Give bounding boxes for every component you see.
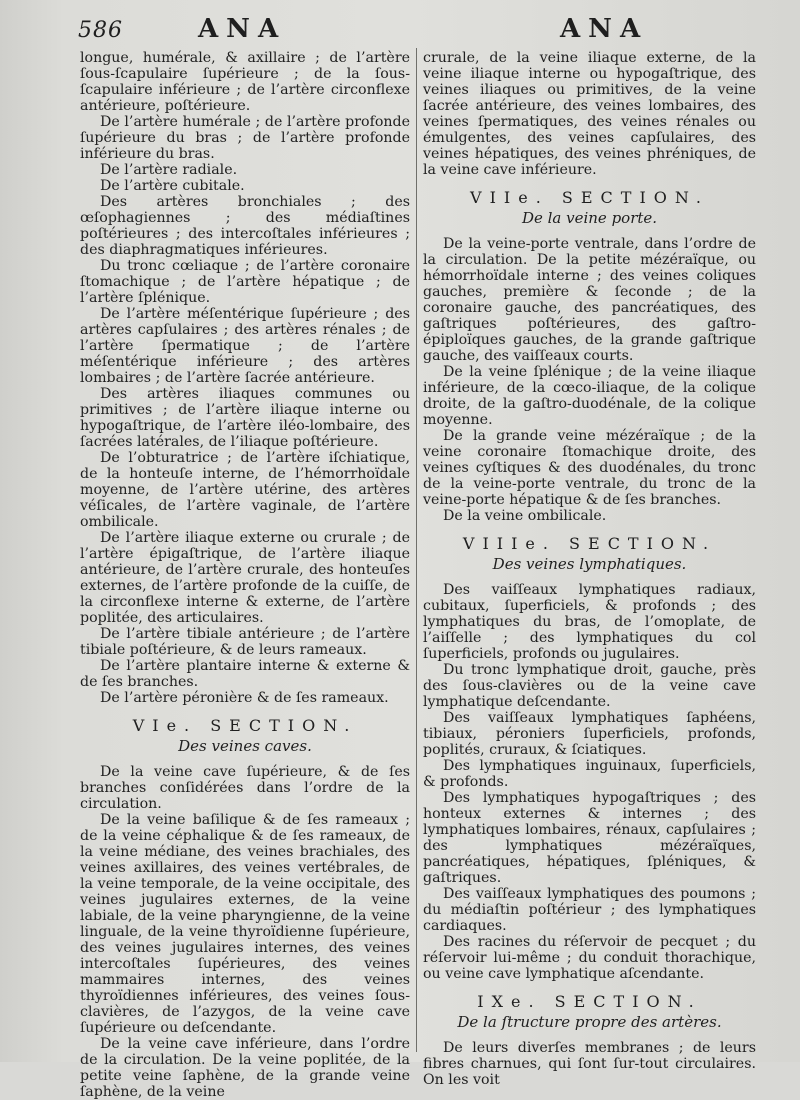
paragraph: De la veine cave inférieure, dans l’ordre de la circulation. De la veine poplitée, de la petite veine ſaphène, de la grande veine ſaphène, de la veine — [80, 1036, 410, 1100]
right-column — [423, 50, 756, 1088]
paragraph: Des lymphatiques inguinaux, ſuperficiels, & profonds. — [423, 758, 756, 790]
section-subtitle-7: De la veine porte. — [521, 209, 658, 227]
paragraph: Des artères iliaques communes ou primitives ; de l’artère iliaque interne ou hypogaſtrique, de l’artère iléo-lombaire, des ſacrées latérales, de l’iliaque poſtérieure. — [80, 386, 410, 450]
paragraph: De l’artère tibiale antérieure ; de l’artère tibiale poſtérieure, & de leurs rameaux. — [80, 626, 410, 658]
paragraph: Des vaiſſeaux lymphatiques radiaux, cubitaux, ſuperficiels, & profonds ; des lymphatiques du bras, de l’omoplate, de l’aiſſelle ; des lymphatiques du col ſuperficiels, profonds ou jugulaires. — [423, 582, 756, 662]
paragraph: Des racines du réſervoir de pecquet ; du réſervoir lui-même ; du conduit thorachique, ou veine cave lymphatique aſcendante. — [423, 934, 756, 982]
paragraph: Du tronc lymphatique droit, gauche, près des ſous-clavières ou de la veine cave lymphatique deſcendante. — [423, 662, 756, 710]
paragraph: De la veine-porte ventrale, dans l’ordre de la circulation. De la petite mézéraïque, ou hémorrhoïdale interne ; des veines coliques gauches, première & ſeconde ; de la coronaire gauche, des pancréatiques, des gaſtriques poſtérieures, des gaſtro-épiploïques gauches, de la grande gaſtrique gauche, des vaiſſeaux courts. — [423, 236, 756, 364]
section-heading-8: VIIIe. SECTION. — [462, 534, 717, 553]
section-heading-6: VIe. SECTION. — [132, 716, 358, 735]
paragraph: De la veine baſilique & de ſes rameaux ; de la veine céphalique & de ſes rameaux, de la veine médiane, des veines brachiales, des veines axillaires, des veines vertébrales, de la veine temporale, de la veine occipitale, des veines jugulaires externes, de la veine labiale, de la veine pharyngienne, de la veine linguale, de la veine thyroïdienne ſupérieure, des veines jugulaires internes, des veines intercoſtales ſupérieures, des veines mammaires internes, des veines thyroïdiennes inférieures, des veines ſous-clavières, de l’azygos, de la veine cave ſupérieure ou deſcendante. — [80, 812, 410, 1036]
section-subtitle-9: De la ſtructure propre des artères. — [457, 1013, 722, 1031]
paragraph: De l’artère radiale. — [100, 162, 238, 178]
paragraph: De la veine cave ſupérieure, & de ſes branches conſidérées dans l’ordre de la circulation. — [80, 764, 410, 812]
paragraph: De l’artère méſentérique ſupérieure ; des artères capſulaires ; des artères rénales ; de l’artère ſpermatique ; de l’artère méſentérique inférieure ; des artères lombaires ; de l’artère ſacrée antérieure. — [80, 306, 410, 386]
paragraph: Des vaiſſeaux lymphatiques ſaphéens, tibiaux, péroniers ſuperficiels, profonds, poplités, cruraux, & ſciatiques. — [423, 710, 756, 758]
paragraph: De l’artère iliaque externe ou crurale ; de l’artère épigaſtrique, de l’artère iliaque antérieure, de l’artère crurale, des honteuſes externes, de l’artère profonde de la cuiſſe, de la circonflexe interne & externe, de l’artère poplitée, des articulaires. — [80, 530, 410, 626]
section-subtitle-6: Des veines caves. — [178, 737, 312, 755]
paragraph: longue, humérale, & axillaire ; de l’artère ſous-ſcapulaire ſupérieure ; de la ſous-ſcapulaire inférieure ; de l’artère circonflexe antérieure, poſtérieure. — [80, 50, 410, 114]
paragraph: De leurs diverſes membranes ; de leurs fibres charnues, qui ſont ſur-tout circulaires. On les voit — [423, 1040, 756, 1088]
paragraph: crurale, de la veine iliaque externe, de la veine iliaque interne ou hypogaſtrique, des veines iliaques ou primitives, de la veine ſacrée antérieure, des veines lombaires, des veines ſpermatiques, des veines rénales ou émulgentes, des veines capſulaires, des veines hépatiques, des veines phréniques, de la veine cave inférieure. — [423, 50, 756, 178]
paragraph: De l’artère plantaire interne & externe & de ſes branches. — [80, 658, 410, 690]
paragraph: Des vaiſſeaux lymphatiques des poumons ; du médiaſtin poſtérieur ; des lymphatiques cardiaques. — [423, 886, 756, 934]
paragraph: De l’obturatrice ; de l’artère iſchiatique, de la honteuſe interne, de l’hémorrhoïdale moyenne, de l’artère utérine, des artères véſicales, de l’artère vaginale, de l’artère ombilicale. — [80, 450, 410, 530]
section-heading-9: IXe. SECTION. — [477, 992, 702, 1011]
section-heading-7: VIIe. SECTION. — [470, 188, 709, 207]
paragraph: Des lymphatiques hypogaſtriques ; des honteux externes & internes ; des lymphatiques lombaires, rénaux, capſulaires ; des lymphatiques mézéraïques, pancréatiques, hépatiques, ſpléniques, & gaſtriques. — [423, 790, 756, 886]
paragraph: De la veine ſplénique ; de la veine iliaque inférieure, de la cœco-iliaque, de la colique droite, de la gaſtro-duodénale, de la colique moyenne. — [423, 364, 756, 428]
column-divider — [416, 48, 417, 1052]
paragraph: De l’artère cubitale. — [100, 178, 245, 194]
left-column — [80, 50, 410, 1100]
paragraph: Des artères bronchiales ; des œſophagiennes ; des médiaſtines poſtérieures ; des intercoſtales inférieures ; des diaphragmatiques inférieures. — [80, 194, 410, 258]
paragraph: De l’artère humérale ; de l’artère profonde ſupérieure du bras ; de l’artère profonde inférieure du bras. — [80, 114, 410, 162]
section-subtitle-8: Des veines lymphatiques. — [492, 555, 687, 573]
running-head-left: ANA — [198, 14, 287, 44]
running-head-right: ANA — [560, 14, 649, 44]
paragraph: De la grande veine mézéraïque ; de la veine coronaire ſtomachique droite, des veines cyſtiques & des duodénales, du tronc de la veine-porte ventrale, du tronc de la veine-porte hépatique & de ſes branches. — [423, 428, 756, 508]
page-number: 586 — [78, 18, 123, 43]
paragraph: De l’artère péronière & de ſes rameaux. — [100, 690, 389, 706]
page-header — [0, 8, 800, 48]
paragraph: Du tronc cœliaque ; de l’artère coronaire ſtomachique ; de l’artère hépatique ; de l’artère ſplénique. — [80, 258, 410, 306]
paragraph: De la veine ombilicale. — [443, 508, 607, 524]
